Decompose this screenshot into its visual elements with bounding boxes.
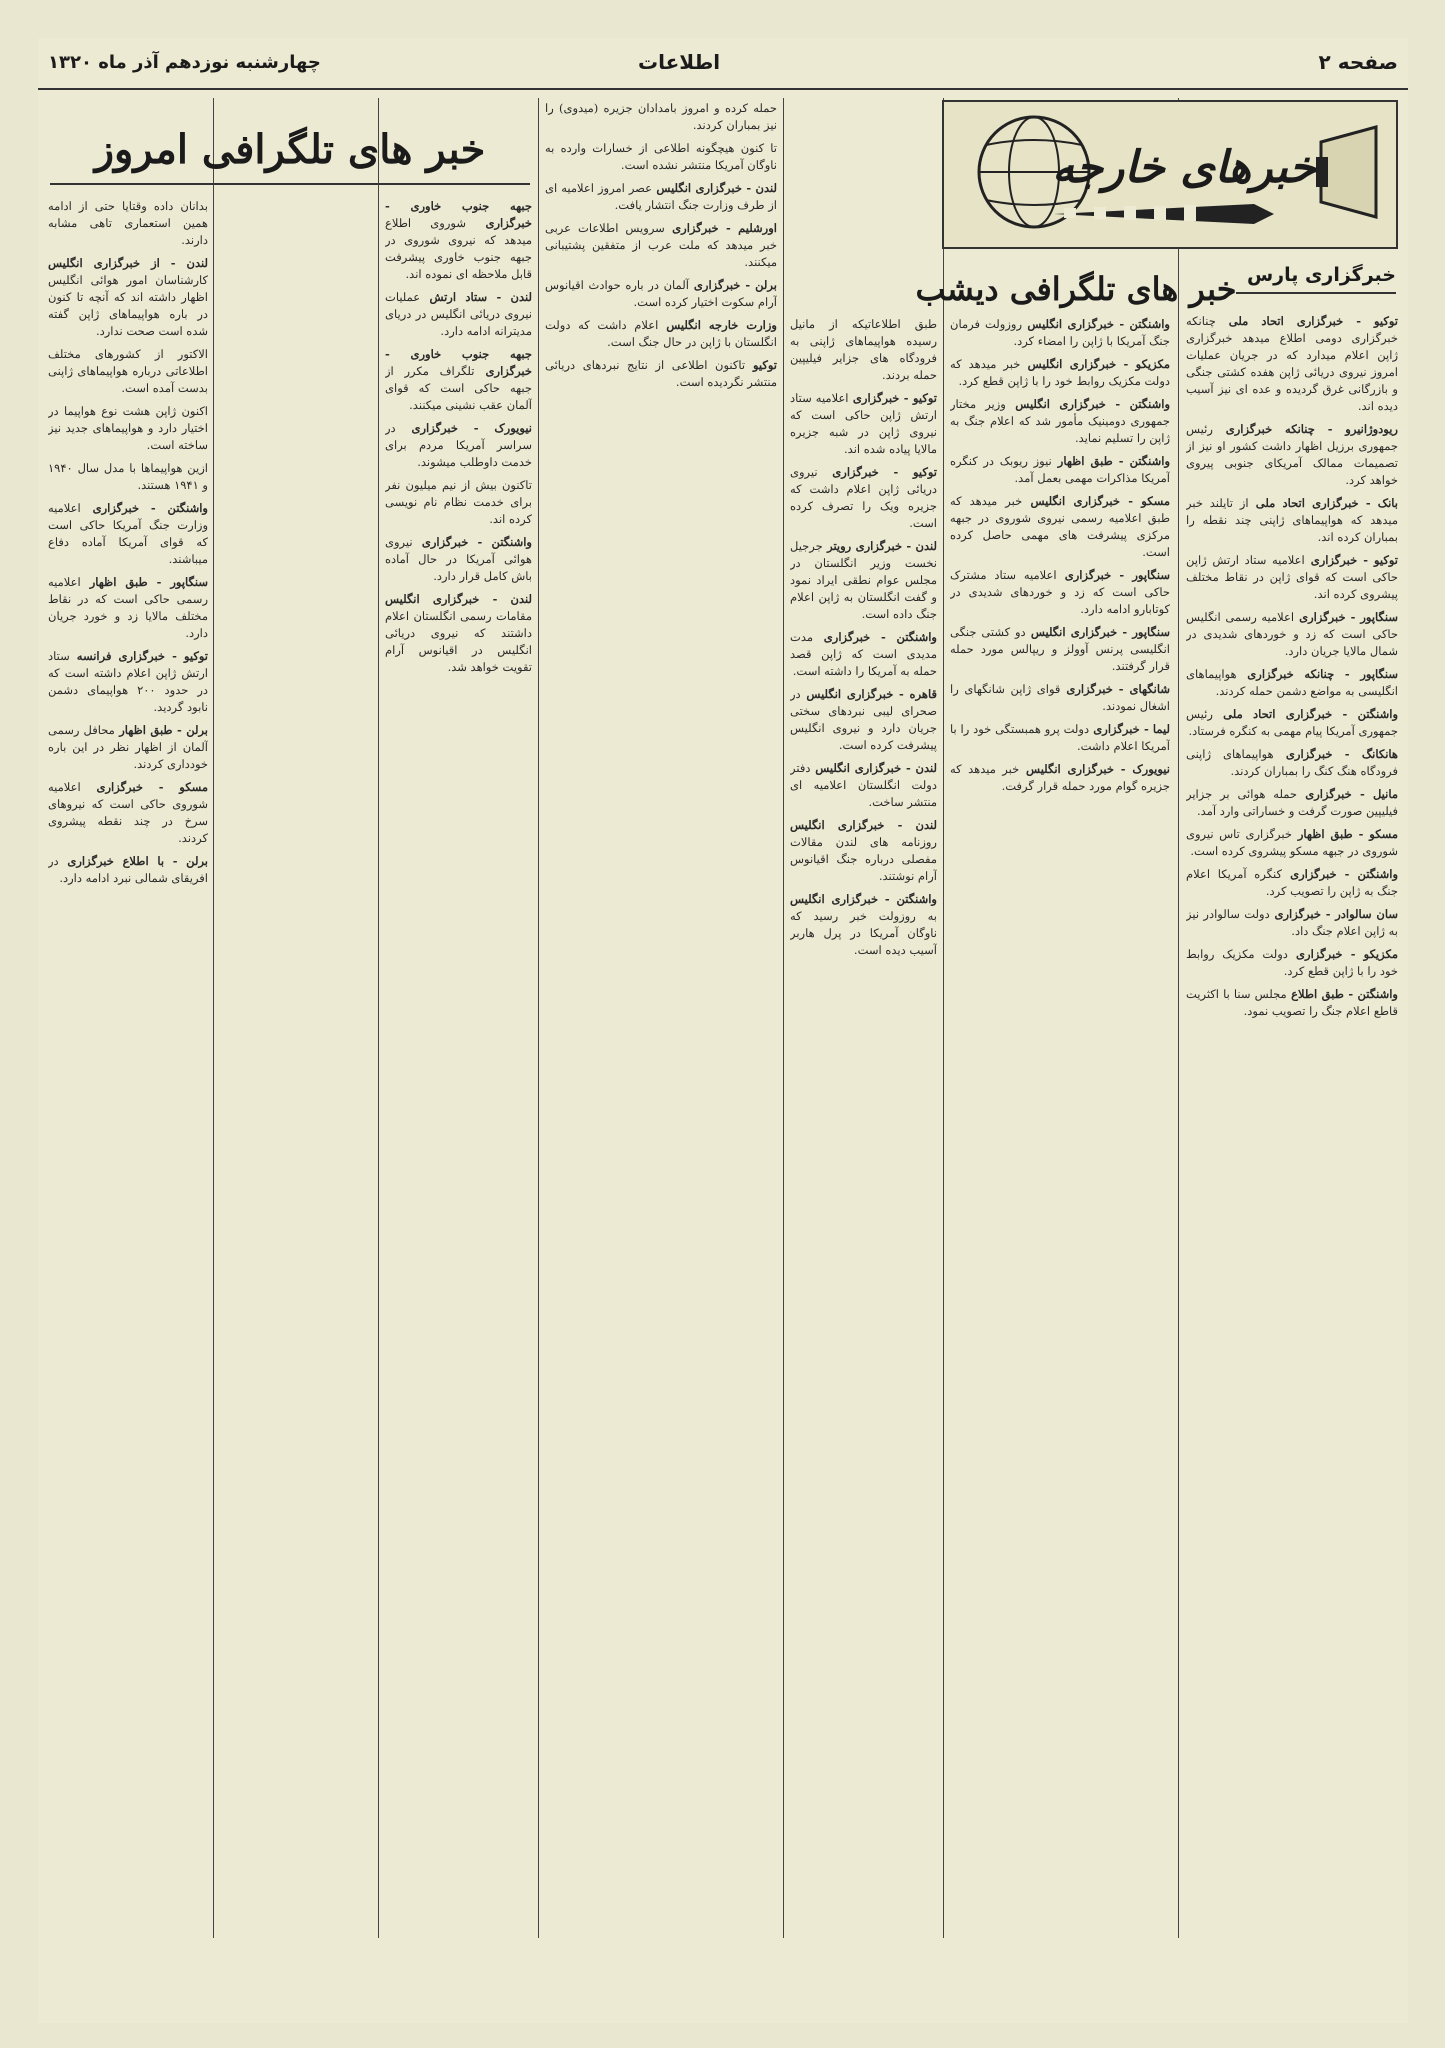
news-item [1186,706,1398,740]
foreign-news-banner [942,100,1398,249]
news-body: اعلامیه ستاد ارتش ژاپن حاکی است که نیروی ژاپن در شبه جزیره مالایا پیاده شده اند. [790,391,937,456]
news-item [1186,313,1398,415]
news-dateline: توکیو - خبرگزاری [848,391,937,405]
news-item [790,891,937,959]
news-body: رئیس جمهوری برزیل اظهار داشت کشور او نیز از تصمیمات ممالک آمریکای جنوبی پیروی خواهد کرد. [1186,422,1398,487]
news-dateline: شانگهای - خبرگزاری [1060,682,1170,696]
news-body: رئیس جمهوری آمریکا پیام مهمی به کنگره فرستاد. [1186,707,1398,738]
news-item [48,198,208,249]
news-item [950,356,1170,390]
news-item [545,180,777,214]
news-body: به روزولت خبر رسید که ناوگان آمریکا در پرل هاربر آسیب دیده است. [790,909,937,957]
news-dateline: بانک - خبرگزاری اتحاد ملی [1248,496,1398,510]
news-item [950,721,1170,755]
news-item [545,357,777,391]
news-dateline: سنگاپور - خبرگزاری [1294,610,1398,624]
news-dateline: لندن - خبرگزاری انگلیس [810,761,937,775]
news-dateline: واشنگتن - خبرگزاری [1281,867,1398,881]
news-body: خبر میدهد که جزیره گوام مورد حمله قرار گرفت. [950,762,1170,793]
banner-title: خبرهای خارجه [1052,142,1316,193]
news-item [950,567,1170,618]
news-item [790,316,937,384]
news-body: اعلامیه ستاد ارتش ژاپن حاکی است که قوای ژاپن در نقاط مختلف پیشروی کرده اند. [1186,553,1398,601]
news-body: روزنامه های لندن مقالات مفصلی درباره جنگ اقیانوس آرام نوشتند. [790,835,937,883]
news-item [790,629,937,680]
news-dateline: برلن - طبق اظهار [114,723,208,737]
news-item [1186,552,1398,603]
news-body: نیروی دریائی ژاپن اعلام داشت که جزیره ویک را تصرف کرده است. [790,465,937,530]
news-dateline: نیویورک - خبرگزاری انگلیس [1019,762,1170,776]
news-dateline: مکزیکو - خبرگزاری [1287,947,1398,961]
column-3 [790,316,937,2011]
news-dateline: لندن - خبرگزاری انگلیس [790,818,937,832]
news-body: دفتر دولت انگلستان اعلامیه ای منتشر ساخت. [790,761,937,809]
news-item [385,198,532,283]
news-dateline: اورشلیم - خبرگزاری [664,221,777,235]
news-item [48,255,208,340]
news-item [1186,946,1398,980]
news-dateline: مانیل - خبرگزاری [1297,787,1398,801]
news-item [48,722,208,773]
news-dateline: واشنگتن - خبرگزاری [80,501,208,515]
column-5 [385,198,532,2010]
news-body: تلگراف مکرر از جبهه حاکی است که قوای آلمان عقب نشینی میکنند. [385,364,532,412]
news-body: تا کنون هیچگونه اطلاعی از خسارات وارده به ناوگان آمریکا منتشر نشده است. [545,141,777,172]
news-body: هواپیماهای ژاپنی فرودگاه هنگ کنگ را بمباران کردند. [1186,747,1398,778]
news-dateline: واشنگتن - خبرگزاری [412,535,532,549]
news-body: خبرگزاری تاس نیروی شوروی در جبهه مسکو پیشروی کرده است. [1186,827,1398,858]
page-header [38,38,1408,90]
news-dateline: لندن - خبرگزاری رویتر [822,539,937,553]
news-item [1186,666,1398,700]
headline-last-night: خبر های تلگرافی دیشب [915,270,1237,308]
news-item [950,316,1170,350]
megaphone-icon [1316,122,1386,222]
news-body: دو کشتی جنگی انگلیسی پرنس آوولز و ریپالس مورد حمله قرار گرفتند. [950,625,1170,673]
ticker-tape-icon [1054,194,1274,234]
news-item [950,396,1170,447]
news-body: حمله هوائی بر جزایر فیلیپین صورت گرفت و خساراتی وارد آمد. [1186,787,1398,818]
news-item [48,403,208,454]
news-body: مقامات رسمی انگلستان اعلام داشتند که نیروی دریائی انگلیس در اقیانوس آرام تقویت خواهد شد. [385,609,532,674]
news-dateline: لندن - ستاد ارتش [420,290,532,304]
news-item [48,648,208,716]
news-body: در سراسر آمریکا مردم برای خدمت داوطلب میشوند. [385,421,532,469]
column-rule [943,98,944,1938]
news-item [48,779,208,847]
news-item [1186,986,1398,1020]
news-item [385,346,532,414]
news-dateline: مسکو - خبرگزاری انگلیس [1022,494,1170,508]
news-item [950,624,1170,675]
news-dateline: توکیو - خبرگزاری [1304,553,1398,567]
news-body: ازین هواپیماها با مدل سال ۱۹۴۰ و ۱۹۴۱ هستند. [48,461,208,492]
news-dateline: لیما - خبرگزاری [1089,722,1170,736]
news-body: هواپیماهای انگلیسی به مواضع دشمن حمله کردند. [1186,667,1398,698]
news-body: اعلامیه وزارت جنگ آمریکا حاکی است که قوای آمریکا آماده دفاع میباشند. [48,501,208,566]
date-line: چهارشنبه نوزدهم آذر ماه ۱۳۲۰ [48,52,321,73]
news-item [1186,746,1398,780]
news-body: قوای ژاپن شانگهای را اشغال نمودند. [950,682,1170,713]
column-1 [1186,313,1398,2013]
news-dateline: واشنگتن - خبرگزاری [813,630,937,644]
news-body: حمله کرده و امروز بامدادان جزیره (میدوی) را نیز بمباران کردند. [545,101,777,132]
news-body: اعلامیه رسمی انگلیس حاکی است که زد و خوردهای شدیدی در شمال مالایا جریان دارد. [1186,610,1398,658]
pars-agency-label: خبرگزاری پارس [1236,264,1396,294]
news-dateline: واشنگتن - خبرگزاری اتحاد ملی [1212,707,1398,721]
news-body: اعلامیه رسمی حاکی است که در نقاط مختلف مالایا زد و خورد جریان دارد. [48,575,208,640]
news-body: آلمان در باره حوادث اقیانوس آرام سکوت اختیار کرده است. [545,278,777,309]
news-dateline: سنگاپور - خبرگزاری [1056,568,1170,582]
news-item [790,390,937,458]
news-item [545,220,777,271]
news-body: چنانکه خبرگزاری دومی اطلاع میدهد خبرگزاری ژاپن اعلام میدارد که در جریان عملیات امروز نیروی دریائی ژاپن هفده کشتی جنگی و بازرگانی غرق گردیده و عده ای نیز آسیب دیده اند. [1186,314,1398,413]
news-item [950,761,1170,795]
news-dateline: واشنگتن - خبرگزاری انگلیس [1005,397,1170,411]
news-item [545,100,777,134]
news-dateline: برلن - با اطلاع خبرگزاری [58,854,208,868]
column-2 [950,316,1170,2011]
news-dateline: توکیو - خبرگزاری فرانسه [69,649,208,663]
news-body: سرویس اطلاعات عربی خبر میدهد که ملت عرب از متفقین پشتیبانی میکنند. [545,221,777,269]
news-item [790,464,937,532]
news-body: دولت مکزیک روابط خود را با ژاپن قطع کرد. [1186,947,1398,978]
news-dateline: سان سالوادر - خبرگزاری [1269,907,1398,921]
news-body: وزیر مختار جمهوری دومینیک مأمور شد که اعلام جنگ به ژاپن را تسلیم نماید. [950,397,1170,445]
news-body: روزولت فرمان جنگ آمریکا با ژاپن را امضاء کرد. [950,317,1170,348]
column-4 [545,100,777,2010]
news-item [790,538,937,623]
news-dateline: لندن - از خبرگزاری انگلیس [48,256,208,270]
news-body: دولت سالوادر نیز به ژاپن اعلام جنگ داد. [1186,907,1398,938]
news-body: بدانان داده وقتایا حتی از ادامه همین استعماری تاهی مشابه دارند. [48,199,208,247]
news-dateline: مسکو - طبق اظهار [1291,827,1398,841]
news-dateline: قاهره - خبرگزاری انگلیس [800,687,937,701]
news-item [48,574,208,642]
news-body: دولت پرو همبستگی خود را با آمریکا اعلام داشت. [950,722,1170,753]
news-body: جرجیل نخست وزیر انگلستان در مجلس عوام نطقی ایراد نمود و گفت انگلستان به ژاپن اعلام جنگ داده است. [790,539,937,621]
column-rule [538,98,539,1938]
news-item [950,493,1170,561]
news-body: کنگره آمریکا اعلام جنگ به ژاپن را تصویب کرد. [1186,867,1398,898]
news-body: خبر میدهد که دولت مکزیک روابط خود را با ژاپن قطع کرد. [950,357,1170,388]
news-dateline: برلن - خبرگزاری [688,278,777,292]
news-item [385,477,532,528]
news-dateline: جبهه جنوب خاوری - خبرگزاری [385,347,532,378]
news-body: نیروی هوائی آمریکا در حال آماده باش کامل قرار دارد. [385,535,532,583]
newspaper-page [38,38,1408,2023]
page-number: صفحه ۲ [1318,50,1398,74]
news-body: اکنون ژاپن هشت نوع هواپیما در اختیار دارد و هواپیماهای جدید نیز ساخته است. [48,404,208,452]
news-body: مدت مدیدی است که ژاپن قصد حمله به آمریکا را داشته است. [790,630,937,678]
news-body: الاکتور از کشورهای مختلف اطلاعاتی درباره هواپیماهای ژاپنی بدست آمده است. [48,347,208,395]
news-item [1186,906,1398,940]
news-dateline: ریودوژانیرو - چنانکه خبرگزاری [1212,422,1398,436]
news-dateline: هانکانگ - خبرگزاری [1273,747,1398,761]
news-item [48,500,208,568]
news-body: نیوز ریوبک در کنگره آمریکا مذاکرات مهمی بعمل آمد. [950,454,1170,485]
news-body: ستاد ارتش ژاپن اعلام داشته است که در حدود ۲۰۰ هواپیمای دشمن نابود گردید. [48,649,208,714]
news-dateline: لندن - خبرگزاری انگلیس [652,181,777,195]
news-body: شوروی اطلاع میدهد که نیروی شوروی در جبهه جنوب خاوری پیشرفت قابل ملاحظه ای نموده اند. [385,216,532,281]
news-body: خبر میدهد که طبق اعلامیه رسمی نیروی شوروی در جبهه مرکزی پیشرفت های مهمی حاصل کرده است. [950,494,1170,559]
news-item [1186,495,1398,546]
news-body: محافل رسمی آلمان از اظهار نظر در این باره خودداری کردند. [48,723,208,771]
paper-name: اطلاعات [638,50,721,74]
news-dateline: لندن - خبرگزاری انگلیس [385,592,532,606]
column-rule [783,98,784,1938]
news-body: اعلامیه ستاد مشترک حاکی است که زد و خوردهای شدیدی در کوتابارو ادامه دارد. [950,568,1170,616]
news-item [48,853,208,887]
news-item [385,534,532,585]
news-item [950,453,1170,487]
column-rule [213,98,214,1938]
news-body: طبق اطلاعاتیکه از مانیل رسیده هواپیماهای ژاپنی به فرودگاه های جزایر فیلیپین حمله بردند. [790,317,937,382]
news-dateline: واشنگتن - خبرگزاری انگلیس [790,892,937,906]
news-item [1186,786,1398,820]
news-item [385,289,532,340]
news-dateline: توکیو - خبرگزاری [817,465,937,479]
news-dateline: سنگاپور - خبرگزاری انگلیس [1025,625,1170,639]
news-item [950,681,1170,715]
news-dateline: وزارت خارجه انگلیس [658,318,777,332]
news-dateline: سنگاپور - چنانکه خبرگزاری [1236,667,1398,681]
column-rule [1178,98,1179,1938]
column-6 [48,198,208,2010]
news-dateline: توکیو [745,358,777,372]
news-body: از تایلند خبر میدهد که هواپیماهای ژاپنی چند نقطه را بمباران کرده اند. [1186,496,1398,544]
news-dateline: واشنگتن - خبرگزاری انگلیس [1022,317,1170,331]
news-item [48,460,208,494]
news-item [545,140,777,174]
news-body: اعلامیه شوروی حاکی است که نیروهای سرخ در چند نقطه پیشروی کردند. [48,780,208,845]
news-item [790,760,937,811]
news-body: تاکنون بیش از نیم میلیون نفر برای خدمت نظام نام نویسی کرده اند. [385,478,532,526]
news-dateline: جبهه جنوب خاوری - خبرگزاری [385,199,532,230]
news-dateline: سنگاپور - طبق اظهار [80,575,208,589]
news-body: در صحرای لیبی نبردهای سختی جریان دارد و نیروی انگلیس پیشرفت کرده است. [790,687,937,752]
news-item [1186,609,1398,660]
news-item [1186,866,1398,900]
news-body: در افریقای شمالی نبرد ادامه دارد. [48,854,208,885]
news-body: کارشناسان امور هوائی انگلیس اظهار داشته اند که آنچه تا کنون در باره هواپیماهای ژاپن گفته شده است صحت ندارد. [48,273,208,338]
column-rule [378,98,379,1938]
news-item [790,817,937,885]
news-body: عصر امروز اعلامیه ای از طرف وزارت جنگ انتشار یافت. [545,181,777,212]
news-body: عملیات نیروی دریائی انگلیس در دریای مدیترانه ادامه دارد. [385,290,532,338]
news-item [1186,421,1398,489]
news-item [385,420,532,471]
news-item [790,686,937,754]
news-dateline: واشنگتن - طبق اظهار [1051,454,1170,468]
news-item [545,277,777,311]
news-item [48,346,208,397]
news-body: اعلام داشت که دولت انگلستان با ژاپن در حال جنگ است. [545,318,777,349]
news-dateline: توکیو - خبرگزاری اتحاد ملی [1215,314,1398,328]
news-item [545,317,777,351]
news-body: تاکنون اطلاعی از نتایج نبردهای دریائی منتشر نگردیده است. [545,358,777,389]
news-dateline: مکزیکو - خبرگزاری انگلیس [1020,357,1170,371]
news-item [385,591,532,676]
news-dateline: واشنگتن - طبق اطلاع [1286,987,1398,1001]
news-body: مجلس سنا با اکثریت قاطع اعلام جنگ را تصویب نمود. [1186,987,1398,1018]
news-dateline: نیویورک - خبرگزاری [395,421,532,435]
news-item [1186,826,1398,860]
news-dateline: مسکو - خبرگزاری [80,780,208,794]
headline-today: خبر های تلگرافی امروز [50,126,530,185]
